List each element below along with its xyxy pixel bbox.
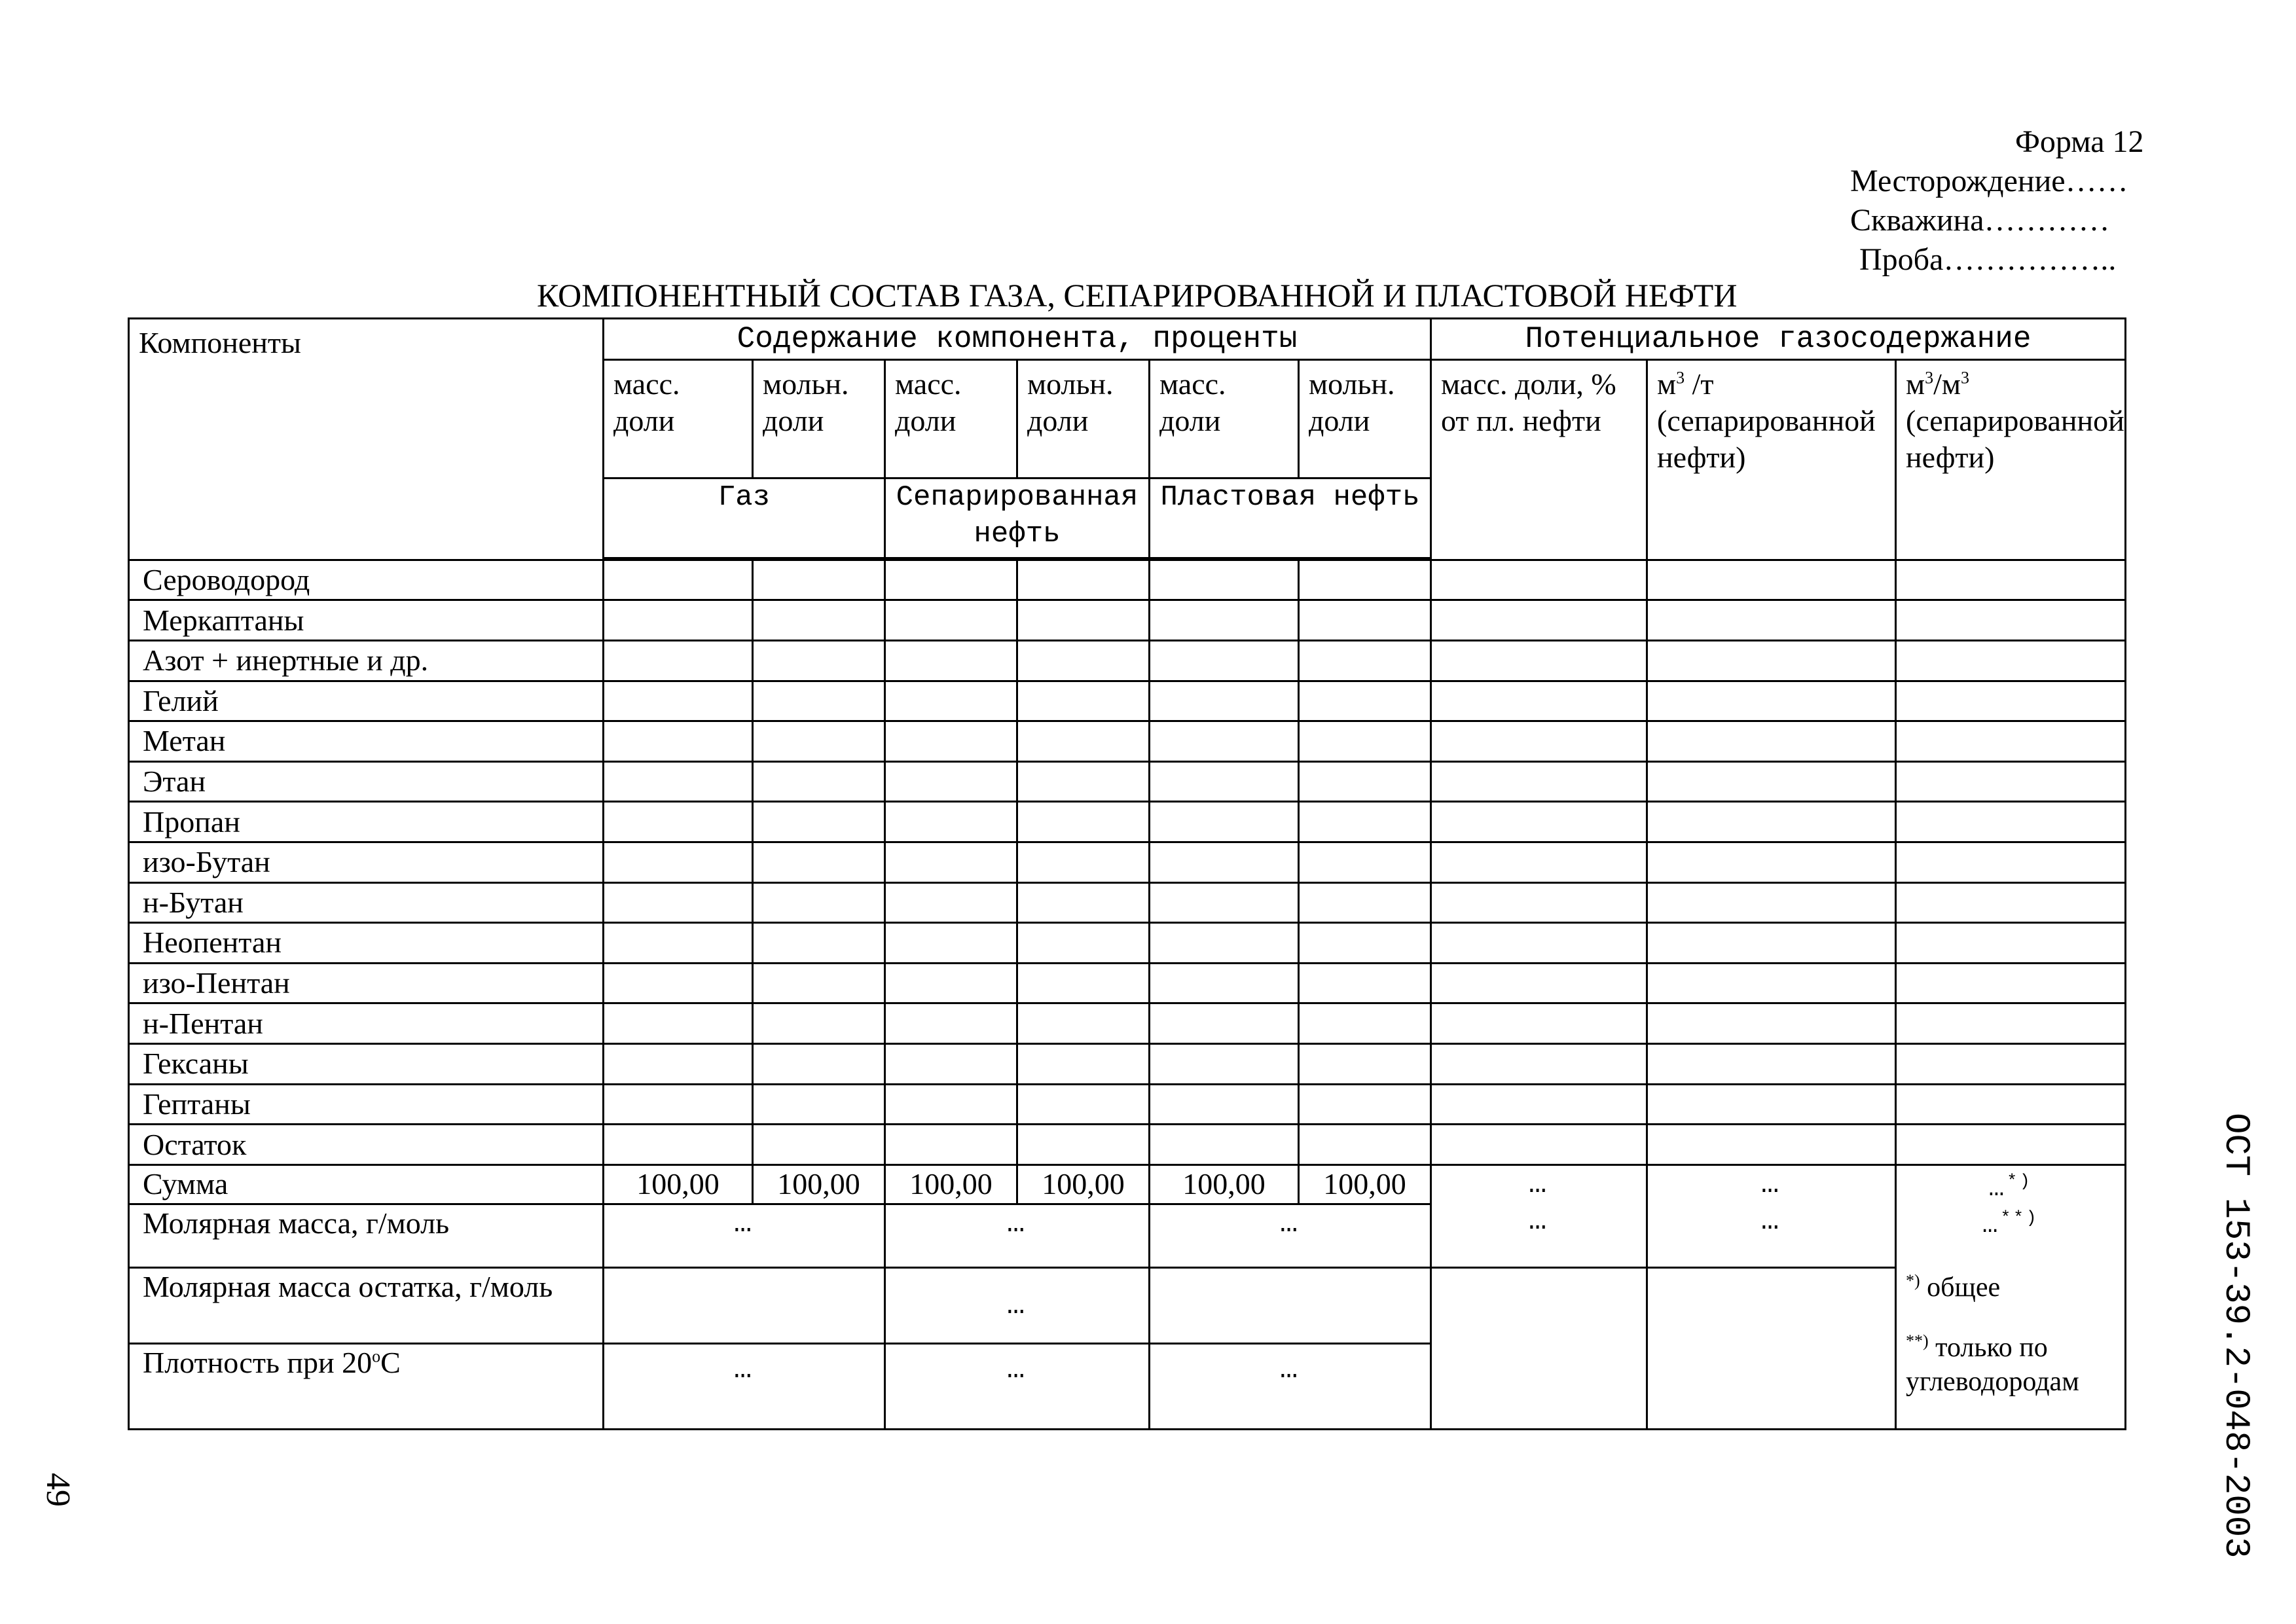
value-cell xyxy=(1150,1125,1299,1165)
value-cell xyxy=(1150,600,1299,641)
value-cell xyxy=(753,963,885,1003)
components-body xyxy=(129,560,2126,1164)
value-cell xyxy=(1299,681,1431,721)
value-cell xyxy=(1017,681,1150,721)
value-cell xyxy=(1647,1084,1896,1125)
value-cell xyxy=(1647,923,1896,964)
sub-header-res-oil: Пластовая нефть xyxy=(1150,478,1431,558)
value-cell xyxy=(1896,882,2126,923)
value-cell xyxy=(1017,1084,1150,1125)
potential-mass-empty xyxy=(1431,1267,1647,1430)
value-cell xyxy=(885,923,1017,964)
value-cell xyxy=(604,963,753,1003)
value-cell xyxy=(885,600,1017,641)
potential-mass-header: масс. доли, % от пл. нефти xyxy=(1431,359,1647,560)
value-cell xyxy=(1896,963,2126,1003)
potential-m3t-empty xyxy=(1647,1267,1896,1430)
value-cell xyxy=(753,761,885,802)
component-name: н-Пентан xyxy=(129,1003,604,1044)
component-name: Сероводород xyxy=(129,560,604,600)
component-row xyxy=(129,1125,2126,1165)
value-cell xyxy=(1017,963,1150,1003)
value-cell xyxy=(604,923,753,964)
value-cell xyxy=(604,842,753,882)
value-cell xyxy=(885,1003,1017,1044)
sep-mass-header: масс. доли xyxy=(885,359,1017,478)
component-row xyxy=(129,560,2126,600)
component-row xyxy=(129,963,2126,1003)
component-name: Остаток xyxy=(129,1125,604,1165)
molar-mass-sep: … xyxy=(885,1204,1150,1267)
component-row xyxy=(129,1084,2126,1125)
component-row xyxy=(129,721,2126,762)
component-row xyxy=(129,761,2126,802)
value-cell xyxy=(1431,882,1647,923)
value-cell xyxy=(1150,761,1299,802)
value-cell xyxy=(1299,640,1431,681)
value-cell xyxy=(1150,640,1299,681)
value-cell xyxy=(1299,802,1431,842)
value-cell xyxy=(1896,600,2126,641)
molar-mass-gas: … xyxy=(604,1204,885,1267)
value-cell xyxy=(1896,560,2126,600)
value-cell xyxy=(604,721,753,762)
density-label: Плотность при 20$^o$С xyxy=(129,1343,604,1429)
value-cell xyxy=(1017,721,1150,762)
value-cell xyxy=(604,761,753,802)
potential-m3m3-notes: …*) …**) *) общее **) только по углеводородам xyxy=(1896,1164,2126,1429)
value-cell xyxy=(1299,882,1431,923)
value-cell xyxy=(885,1125,1017,1165)
value-cell xyxy=(1150,802,1299,842)
value-cell xyxy=(1896,640,2126,681)
value-cell xyxy=(1647,721,1896,762)
component-name: Пропан xyxy=(129,802,604,842)
value-cell xyxy=(1017,842,1150,882)
value-cell xyxy=(1647,802,1896,842)
value-cell xyxy=(1150,842,1299,882)
well-label: Скважина………… xyxy=(1850,203,2110,238)
sample-label: Проба…………….. xyxy=(1859,242,2117,277)
value-cell xyxy=(1150,882,1299,923)
component-row xyxy=(129,802,2126,842)
value-cell xyxy=(885,560,1017,600)
value-cell xyxy=(885,1044,1017,1085)
potential-group-header: Потенциальное газосодержание xyxy=(1431,319,2126,360)
value-cell xyxy=(885,721,1017,762)
density-sep: … xyxy=(885,1343,1150,1429)
value-cell xyxy=(1299,842,1431,882)
sum-value: 100,00 xyxy=(885,1164,1017,1204)
value-cell xyxy=(753,1125,885,1165)
value-cell xyxy=(1017,560,1150,600)
value-cell xyxy=(1299,1044,1431,1085)
value-cell xyxy=(753,560,885,600)
value-cell xyxy=(1299,721,1431,762)
value-cell xyxy=(1431,600,1647,641)
component-name: Неопентан xyxy=(129,923,604,964)
value-cell xyxy=(1431,761,1647,802)
value-cell xyxy=(885,640,1017,681)
form-number: Форма 12 xyxy=(2015,124,2144,159)
potential-m3t-header: $м^3$ /т (сепарированной нефти) xyxy=(1647,359,1896,560)
value-cell xyxy=(1647,640,1896,681)
gas-mass-header: масс. доли xyxy=(604,359,753,478)
value-cell xyxy=(1150,1003,1299,1044)
component-name: Азот + инертные и др. xyxy=(129,640,604,681)
value-cell xyxy=(1017,761,1150,802)
value-cell xyxy=(1150,721,1299,762)
value-cell xyxy=(604,640,753,681)
value-cell xyxy=(1017,600,1150,641)
value-cell xyxy=(1299,560,1431,600)
value-cell xyxy=(604,681,753,721)
value-cell xyxy=(1150,1044,1299,1085)
value-cell xyxy=(885,681,1017,721)
value-cell xyxy=(1431,1003,1647,1044)
molar-mass-res: … xyxy=(1150,1204,1431,1267)
molar-mass-residue-res xyxy=(1150,1267,1431,1343)
sum-label: Сумма xyxy=(129,1164,604,1204)
value-cell xyxy=(1431,1084,1647,1125)
value-cell xyxy=(753,842,885,882)
value-cell xyxy=(604,560,753,600)
value-cell xyxy=(1431,842,1647,882)
component-name: Меркаптаны xyxy=(129,600,604,641)
value-cell xyxy=(1647,761,1896,802)
components-header: Компоненты xyxy=(129,319,604,560)
value-cell xyxy=(753,721,885,762)
value-cell xyxy=(1431,721,1647,762)
value-cell xyxy=(1896,802,2126,842)
component-row xyxy=(129,842,2126,882)
value-cell xyxy=(1896,1003,2126,1044)
density-res: … xyxy=(1150,1343,1431,1429)
value-cell xyxy=(1896,721,2126,762)
value-cell xyxy=(1896,1084,2126,1125)
value-cell xyxy=(885,963,1017,1003)
component-name: Гелий xyxy=(129,681,604,721)
value-cell xyxy=(753,600,885,641)
potential-mass-sum: … … xyxy=(1431,1164,1647,1267)
value-cell xyxy=(1150,560,1299,600)
value-cell xyxy=(1896,1125,2126,1165)
molar-mass-residue-sep: … xyxy=(885,1267,1150,1343)
page-number: 49 xyxy=(39,1473,77,1507)
value-cell xyxy=(1299,1003,1431,1044)
value-cell xyxy=(1150,923,1299,964)
potential-m3t-sum: … … xyxy=(1647,1164,1896,1267)
value-cell xyxy=(1299,1084,1431,1125)
value-cell xyxy=(753,681,885,721)
value-cell xyxy=(1647,963,1896,1003)
value-cell xyxy=(1150,681,1299,721)
component-row xyxy=(129,640,2126,681)
component-name: Метан xyxy=(129,721,604,762)
value-cell xyxy=(753,923,885,964)
value-cell xyxy=(1431,1044,1647,1085)
value-cell xyxy=(1647,1044,1896,1085)
value-cell xyxy=(1647,842,1896,882)
value-cell xyxy=(1017,802,1150,842)
value-cell xyxy=(604,600,753,641)
component-name: Этан xyxy=(129,761,604,802)
value-cell xyxy=(1299,923,1431,964)
value-cell xyxy=(604,1125,753,1165)
value-cell xyxy=(753,882,885,923)
component-row xyxy=(129,1044,2126,1085)
sub-header-gas: Газ xyxy=(604,478,885,558)
value-cell xyxy=(1647,681,1896,721)
footnote-general: общее xyxy=(1927,1272,2001,1303)
sub-header-sep-oil: Сепарированная нефть xyxy=(885,478,1150,558)
value-cell xyxy=(604,802,753,842)
value-cell xyxy=(1431,681,1647,721)
document-title: КОМПОНЕНТНЫЙ СОСТАВ ГАЗА, СЕПАРИРОВАННОЙ И ПЛАСТОВОЙ НЕФТИ xyxy=(537,277,1738,314)
composition-table xyxy=(128,317,2126,1430)
content-group-header: Содержание компонента, проценты xyxy=(604,319,1431,360)
component-name: изо-Пентан xyxy=(129,963,604,1003)
value-cell xyxy=(885,802,1017,842)
value-cell xyxy=(604,882,753,923)
value-cell xyxy=(1896,842,2126,882)
value-cell xyxy=(753,640,885,681)
value-cell xyxy=(1896,923,2126,964)
value-cell xyxy=(1431,640,1647,681)
value-cell xyxy=(1896,681,2126,721)
potential-m3m3-header: $м^3/м^3$ (сепарированной нефти) xyxy=(1896,359,2126,560)
field-label: Месторождение…… xyxy=(1850,164,2128,198)
value-cell xyxy=(885,882,1017,923)
component-row xyxy=(129,882,2126,923)
component-name: Гексаны xyxy=(129,1044,604,1085)
value-cell xyxy=(1431,923,1647,964)
sum-value: 100,00 xyxy=(1299,1164,1431,1204)
value-cell xyxy=(1431,802,1647,842)
value-cell xyxy=(1896,761,2126,802)
molar-mass-residue-label: Молярная масса остатка, г/моль xyxy=(129,1267,604,1343)
value-cell xyxy=(1017,640,1150,681)
value-cell xyxy=(604,1084,753,1125)
component-row xyxy=(129,681,2126,721)
value-cell xyxy=(1647,1003,1896,1044)
value-cell xyxy=(753,1044,885,1085)
value-cell xyxy=(1017,882,1150,923)
sep-mole-header: мольн. доли xyxy=(1017,359,1150,478)
component-row xyxy=(129,600,2126,641)
value-cell xyxy=(1299,600,1431,641)
value-cell xyxy=(885,842,1017,882)
component-name: н-Бутан xyxy=(129,882,604,923)
value-cell xyxy=(885,761,1017,802)
density-gas: … xyxy=(604,1343,885,1429)
value-cell xyxy=(1299,761,1431,802)
value-cell xyxy=(1431,963,1647,1003)
res-mole-header: мольн. доли xyxy=(1299,359,1431,478)
res-mass-header: масс. доли xyxy=(1150,359,1299,478)
value-cell xyxy=(1299,1125,1431,1165)
value-cell xyxy=(753,1003,885,1044)
value-cell xyxy=(1647,560,1896,600)
molar-mass-label: Молярная масса, г/моль xyxy=(129,1204,604,1267)
value-cell xyxy=(604,1003,753,1044)
component-row xyxy=(129,1003,2126,1044)
sum-value: 100,00 xyxy=(1150,1164,1299,1204)
value-cell xyxy=(1647,600,1896,641)
value-cell xyxy=(1647,1125,1896,1165)
component-name: изо-Бутан xyxy=(129,842,604,882)
sum-value: 100,00 xyxy=(753,1164,885,1204)
sum-value: 100,00 xyxy=(604,1164,753,1204)
value-cell xyxy=(1150,963,1299,1003)
value-cell xyxy=(1431,560,1647,600)
value-cell xyxy=(1017,1044,1150,1085)
component-row xyxy=(129,923,2126,964)
gas-mole-header: мольн. доли xyxy=(753,359,885,478)
sum-value: 100,00 xyxy=(1017,1164,1150,1204)
value-cell xyxy=(885,1084,1017,1125)
value-cell xyxy=(1896,1044,2126,1085)
value-cell xyxy=(1017,1003,1150,1044)
standard-code: ОСТ 153-39.2-048-2003 xyxy=(2215,1113,2255,1559)
component-name: Гептаны xyxy=(129,1084,604,1125)
value-cell xyxy=(753,1084,885,1125)
molar-mass-residue-gas xyxy=(604,1267,885,1343)
value-cell xyxy=(753,802,885,842)
value-cell xyxy=(1017,923,1150,964)
value-cell xyxy=(1299,963,1431,1003)
value-cell xyxy=(1647,882,1896,923)
value-cell xyxy=(1431,1125,1647,1165)
value-cell xyxy=(1017,1125,1150,1165)
footnote-hydrocarbons: только по углеводородам xyxy=(1906,1332,2079,1397)
value-cell xyxy=(604,1044,753,1085)
value-cell xyxy=(1150,1084,1299,1125)
